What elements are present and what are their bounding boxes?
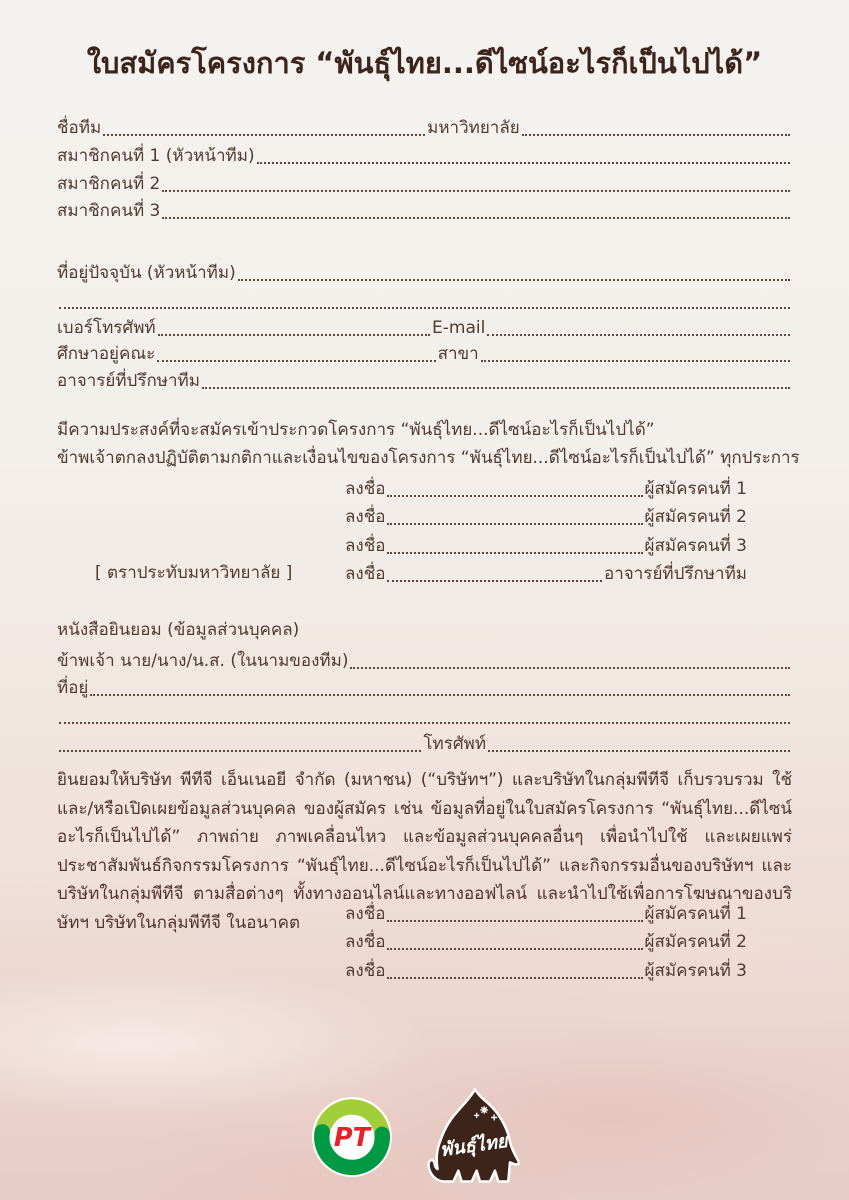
phone-email-row (57, 316, 792, 340)
signature-line (387, 920, 642, 922)
consent-address-field-line (90, 694, 790, 696)
current-address-field-line (238, 279, 790, 281)
sign-label: ลงชื่อ (345, 507, 386, 527)
consent-phone-field-line (488, 750, 790, 752)
signature-row-applicant2 (345, 505, 747, 529)
consent-declarant-field-line (350, 667, 790, 669)
punthai-elephant-logo-icon (419, 1085, 531, 1189)
signature-suffix: ผู้สมัครคนที่ 1 (644, 479, 747, 499)
team-name-label: ชื่อทีม (57, 118, 102, 138)
faculty-major-row (57, 342, 792, 366)
signature-row-applicant1 (345, 477, 747, 501)
signature-suffix: ผู้สมัครคนที่ 2 (644, 932, 747, 952)
member2-row (57, 172, 792, 196)
consent-signature-row-applicant3 (345, 959, 747, 983)
consent-phone-label: โทรศัพท์ (423, 734, 487, 754)
signature-line (387, 948, 642, 950)
member1-field-line (257, 162, 790, 164)
signature-line (387, 523, 642, 525)
consent-declarant-row (57, 649, 792, 673)
advisor-label: อาจารย์ที่ปรึกษาทีม (57, 371, 200, 391)
pt-logo-text: PT (333, 1123, 370, 1154)
member1-row (57, 144, 792, 168)
pt-logo-icon (311, 1096, 393, 1178)
member1-label: สมาชิกคนที่ 1 (หัวหน้าทีม) (57, 146, 255, 166)
faculty-field-line (157, 360, 435, 362)
sign-label: ลงชื่อ (345, 932, 386, 952)
signature-suffix: ผู้สมัครคนที่ 3 (644, 536, 747, 556)
member3-label: สมาชิกคนที่ 3 (57, 201, 161, 221)
sign-label: ลงชื่อ (345, 904, 386, 924)
consent-address-row (57, 676, 792, 700)
university-label: มหาวิทยาลัย (427, 118, 520, 138)
email-label: E-mail (432, 318, 486, 338)
signature-line (387, 495, 642, 497)
sign-label: ลงชื่อ (345, 564, 386, 584)
signature-suffix: อาจารย์ที่ปรึกษาทีม (604, 564, 747, 584)
signature-suffix: ผู้สมัครคนที่ 3 (644, 961, 747, 981)
consent-signature-row-applicant1 (345, 902, 747, 926)
address-continuation-line (59, 307, 790, 309)
declaration-line2: ข้าพเจ้าตกลงปฏิบัติตามกติกาและเงื่อนไขของโครงการ “พันธุ์ไทย...ดีไซน์อะไรก็เป็นไปได้” ทุกประการ (57, 448, 800, 468)
address-continuation-row (57, 289, 792, 313)
team-name-field-line (103, 134, 425, 136)
signature-suffix: ผู้สมัครคนที่ 1 (644, 904, 747, 924)
advisor-row (57, 369, 792, 393)
phone-label: เบอร์โทรศัพท์ (57, 318, 156, 338)
major-label: สาขา (437, 344, 479, 364)
sign-label: ลงชื่อ (345, 536, 386, 556)
consent-address-continuation-line (59, 722, 790, 724)
signature-row-applicant3 (345, 534, 747, 558)
current-address-row (57, 261, 792, 285)
consent-declarant-label: ข้าพเจ้า นาย/นาง/น.ส. (ในนามของทีม) (57, 651, 349, 671)
member3-row (57, 199, 792, 223)
phone-field-line (158, 334, 430, 336)
signature-suffix: ผู้สมัครคนที่ 2 (644, 507, 747, 527)
team-name-row (57, 116, 792, 140)
sign-label: ลงชื่อ (345, 479, 386, 499)
current-address-label: ที่อยู่ปัจจุบัน (หัวหน้าทีม) (57, 263, 236, 283)
consent-phone-left-line (59, 750, 421, 752)
major-field-line (481, 360, 790, 362)
advisor-field-line (202, 387, 790, 389)
signature-row-advisor (345, 562, 747, 586)
footer-logos (0, 1082, 845, 1192)
email-field-line (487, 334, 790, 336)
university-stamp-placeholder: [ ตราประทับมหาวิทยาลัย ] (95, 563, 293, 583)
sign-label: ลงชื่อ (345, 961, 386, 981)
signature-line (387, 552, 642, 554)
consent-body-paragraph: ยินยอมให้บริษัท พีทีจี เอ็นเนอยี จำกัด (มหาชน) (“บริษัทฯ”) และบริษัทในกลุ่มพีทีจี เก็บรวบรวม ใช้ และ/หรือเปิดเผยข้อมูลส่วนบุคคล ของผู้สมัคร เช่น ข้อมูลที่อยู่ในใบสมัครโครงการ “พันธุ์ไทย...ดีไซน์อะไรก็เป็นไปได้” ภาพถ่าย ภาพเคลื่อนไหว และข้อมูลส่วนบุคคลอื่นๆ เพื่อนำไปใช้ และเผยแพร่ประชาสัมพันธ์กิจกรรมโครงการ “พันธุ์ไทย...ดีไซน์อะไรก็เป็นไปได้” และกิจกรรมอื่นของบริษัทฯ และบริษัทในกลุ่มพีทีจี ตามสื่อต่างๆ ทั้งทางออนไลน์และทางออฟไลน์ และนำไปใช้เพื่อการโฆษณาของบริษัทฯ บริษัทในกลุ่มพีทีจี ในอนาคต (57, 770, 792, 933)
declaration-line1: มีความประสงค์ที่จะสมัครเข้าประกวดโครงการ “พันธุ์ไทย...ดีไซน์อะไรก็เป็นไปได้” (57, 420, 655, 440)
consent-address-label: ที่อยู่ (57, 678, 89, 698)
university-field-line (522, 134, 790, 136)
consent-signature-row-applicant2 (345, 930, 747, 954)
member2-field-line (162, 190, 790, 192)
consent-address-continuation-row (57, 704, 792, 728)
punthai-logo-text: พันธุ์ไทย (438, 1130, 509, 1162)
consent-phone-row (57, 732, 792, 756)
signature-line (387, 977, 642, 979)
member3-field-line (162, 217, 790, 219)
signature-line (387, 580, 602, 582)
page-title: ใบสมัครโครงการ “พันธุ์ไทย...ดีไซน์อะไรก็เป็นไปได้” (86, 46, 763, 80)
member2-label: สมาชิกคนที่ 2 (57, 174, 161, 194)
faculty-label: ศึกษาอยู่คณะ (57, 344, 156, 364)
consent-heading: หนังสือยินยอม (ข้อมูลส่วนบุคคล) (57, 620, 300, 640)
